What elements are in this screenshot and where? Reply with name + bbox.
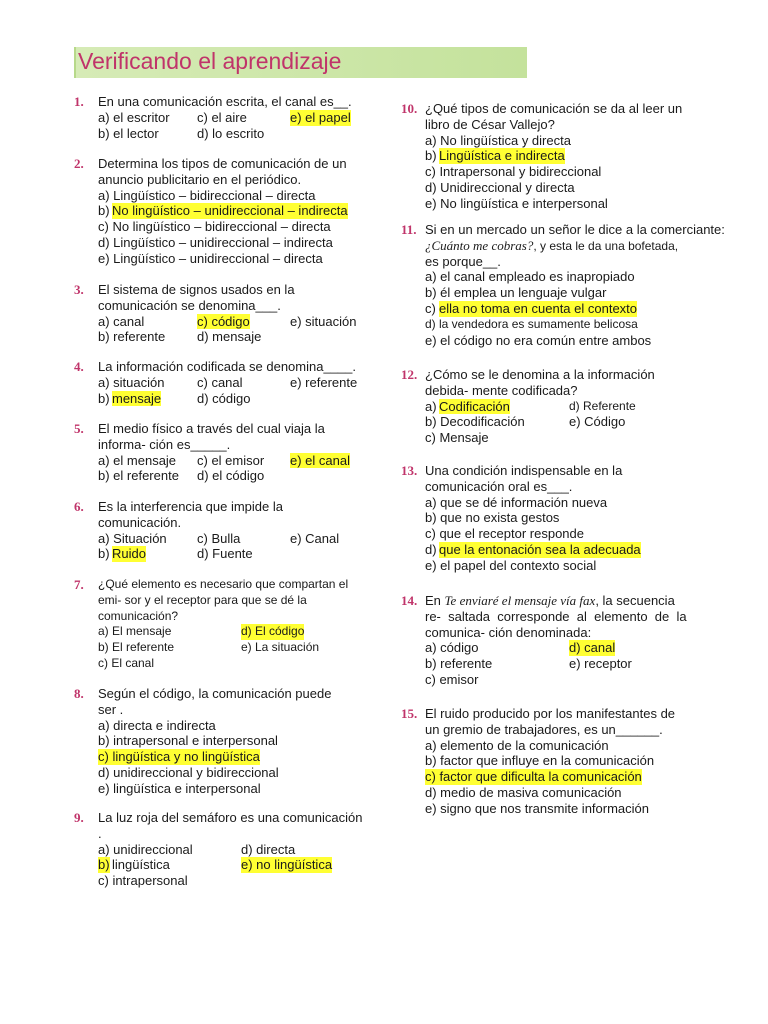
option-c-answer[interactable]: c) factor que dificulta la comunicación <box>425 769 642 785</box>
option-e-answer[interactable]: e) el canal <box>290 452 350 468</box>
option-c[interactable]: c) el emisor <box>197 452 265 468</box>
question-stem: En Te enviaré el mensaje vía fax, la secuencia <box>425 593 675 608</box>
question-stem: Una condición indispensable en la <box>425 463 623 478</box>
question-stem: La luz roja del semáforo es una comunicación <box>98 810 363 825</box>
option-d-answer[interactable]: que la entonación sea la adecuada <box>439 541 641 557</box>
option-e[interactable]: e) lingüística e interpersonal <box>98 780 261 796</box>
option-b[interactable]: b) el lector <box>98 125 159 141</box>
question-stem-cont: comunicación se denomina___. <box>98 297 281 313</box>
question-stem: Según el código, la comunicación puede <box>98 686 332 701</box>
question-number: 5. <box>74 421 84 436</box>
option-a[interactable]: a) el escritor <box>98 109 170 125</box>
option-c-answer[interactable]: ella no toma en cuenta el contexto <box>439 300 638 316</box>
option-e[interactable]: e) situación <box>290 313 357 329</box>
option-a[interactable]: a) unidireccional <box>98 841 193 857</box>
question-stem-cont: anuncio publicitario en el periódico. <box>98 171 302 187</box>
option-b[interactable]: b) Decodificación <box>425 414 525 430</box>
option-c[interactable]: c) Mensaje <box>425 430 489 446</box>
question-2 <box>74 156 384 267</box>
option-b-label[interactable]: b) <box>425 148 437 164</box>
option-b[interactable]: b) el referente <box>98 468 179 484</box>
question-stem-cont: comunicación oral es___. <box>425 478 573 494</box>
question-stem: El sistema de signos usados en la <box>98 282 295 297</box>
page-title: Verificando el aprendizaje <box>78 48 342 74</box>
option-d[interactable]: d) Referente <box>569 398 636 413</box>
question-stem: Es la interferencia que impide la <box>98 499 283 514</box>
option-d-label[interactable]: d) <box>425 541 437 557</box>
question-number: 10. <box>401 101 418 116</box>
option-c[interactable]: c) Intrapersonal y bidireccional <box>425 164 602 180</box>
option-c[interactable]: c) que el receptor responde <box>425 526 584 542</box>
question-14 <box>401 593 746 688</box>
question-11 <box>401 222 761 348</box>
option-a-answer[interactable]: Codificación <box>439 398 510 414</box>
option-e-answer[interactable]: e) el papel <box>290 109 351 125</box>
question-5 <box>74 421 384 484</box>
option-b-answer[interactable]: mensaje <box>112 390 162 406</box>
option-a-label[interactable]: a) <box>425 398 437 414</box>
question-stem-cont: comunicación. <box>98 514 182 530</box>
question-15 <box>401 706 746 817</box>
question-stem-cont: comunicación? <box>98 608 179 623</box>
question-4 <box>74 359 384 406</box>
question-number: 3. <box>74 282 84 297</box>
option-b-answer[interactable]: Lingüística e indirecta <box>439 148 565 164</box>
question-stem-cont: re- saltada corresponde al elemento de la <box>425 608 687 624</box>
option-d[interactable]: d) lo escrito <box>197 125 265 141</box>
question-number: 7. <box>74 577 84 592</box>
question-stem-cont: un gremio de trabajadores, es un______. <box>425 721 663 737</box>
question-stem: Determina los tipos de comunicación de un <box>98 156 347 171</box>
question-9 <box>74 810 384 889</box>
option-b-answer[interactable]: No lingüístico – unidireccional – indirecta <box>112 203 348 219</box>
option-c[interactable]: c) canal <box>197 374 243 390</box>
option-a[interactable]: a) situación <box>98 374 165 390</box>
option-a[interactable]: a) Situación <box>98 530 167 546</box>
option-d[interactable]: d) medio de masiva comunicación <box>425 784 622 800</box>
option-e-answer[interactable]: e) no lingüística <box>241 857 333 873</box>
option-c[interactable]: c) intrapersonal <box>98 873 188 889</box>
question-stem-cont: libro de César Vallejo? <box>425 116 555 132</box>
question-stem: En una comunicación escrita, el canal es__. <box>98 94 352 109</box>
option-c[interactable]: c) Bulla <box>197 530 241 546</box>
question-stem-cont: comunica- ción denominada: <box>425 624 592 640</box>
option-e[interactable]: e) el papel del contexto social <box>425 557 597 573</box>
option-b[interactable]: b) que no exista gestos <box>425 510 560 526</box>
option-d[interactable]: d) la vendedora es sumamente belicosa <box>425 316 638 331</box>
option-d[interactable]: d) el código <box>197 468 265 484</box>
option-b[interactable]: b) intrapersonal e interpersonal <box>98 733 278 749</box>
question-number: 13. <box>401 463 418 478</box>
question-number: 15. <box>401 706 418 721</box>
question-stem: El ruido producido por los manifestantes de <box>425 706 676 721</box>
option-b-answer[interactable]: Ruido <box>112 546 146 562</box>
question-number: 9. <box>74 810 84 825</box>
question-number: 11. <box>401 222 417 237</box>
question-stem: El medio físico a través del cual viaja la <box>98 421 325 436</box>
option-b[interactable]: b) referente <box>425 656 493 672</box>
quoted-phrase: ¿Cuánto me cobras? <box>425 237 534 253</box>
option-b[interactable]: b) factor que influye en la comunicación <box>425 753 655 769</box>
option-c[interactable]: c) emisor <box>425 671 479 687</box>
question-stem-cont: ser . <box>98 701 124 717</box>
option-d-answer[interactable]: d) canal <box>569 640 616 656</box>
question-stem-cont: debida- mente codificada? <box>425 382 578 398</box>
quoted-phrase: Te enviaré el mensaje vía fax <box>444 593 596 608</box>
option-d[interactable]: d) Unidireccional y directa <box>425 179 575 195</box>
option-e[interactable]: e) receptor <box>569 656 632 672</box>
option-a[interactable]: a) el mensaje <box>98 452 177 468</box>
question-stem: Si en un mercado un señor le dice a la comerciante: <box>425 222 725 237</box>
option-a[interactable]: a) que se dé información nueva <box>425 494 608 510</box>
question-stem-cont: emi- sor y el receptor para que se dé la <box>98 592 307 607</box>
question-stem-cont: ¿Cuánto me cobras?, y esta le da una bofetada, <box>425 237 679 253</box>
option-a[interactable]: a) El mensaje <box>98 624 172 639</box>
question-number: 8. <box>74 686 84 701</box>
option-d[interactable]: d) código <box>197 390 251 406</box>
option-d[interactable]: d) unidireccional y bidireccional <box>98 764 279 780</box>
title-banner <box>74 47 527 78</box>
option-a[interactable]: a) directa e indirecta <box>98 717 216 733</box>
option-b[interactable]: b) él emplea un lenguaje vulgar <box>425 285 607 301</box>
option-a[interactable]: a) No lingüística y directa <box>425 132 571 148</box>
option-a[interactable]: a) código <box>425 640 479 656</box>
option-e[interactable]: e) el código no era común entre ambos <box>425 332 652 348</box>
option-a[interactable]: a) canal <box>98 313 145 329</box>
option-a[interactable]: a) elemento de la comunicación <box>425 737 609 753</box>
option-d[interactable]: d) directa <box>241 841 296 857</box>
option-c-label[interactable]: c) <box>425 300 436 316</box>
option-b-label[interactable]: b) <box>98 390 110 406</box>
option-e[interactable]: e) La situación <box>241 640 320 655</box>
option-a[interactable]: a) el canal empleado es inapropiado <box>425 269 635 285</box>
question-1 <box>74 94 384 141</box>
question-stem: ¿Cómo se le denomina a la información <box>425 367 655 382</box>
option-e[interactable]: e) referente <box>290 374 358 390</box>
option-e[interactable]: e) Código <box>569 414 626 430</box>
option-b[interactable]: b) referente <box>98 329 166 345</box>
option-e[interactable]: e) No lingüística e interpersonal <box>425 195 608 211</box>
question-stem: La información codificada se denomina____. <box>98 359 357 374</box>
option-c-answer[interactable]: c) código <box>197 313 250 329</box>
option-d[interactable]: d) mensaje <box>197 329 262 345</box>
option-b[interactable]: lingüística <box>112 857 170 873</box>
question-number: 4. <box>74 359 84 374</box>
question-number: 14. <box>401 593 418 608</box>
option-c[interactable]: c) No lingüístico – bidireccional – directa <box>98 219 331 235</box>
option-c-answer[interactable]: c) lingüística y no lingüística <box>98 749 260 765</box>
option-d[interactable]: d) Fuente <box>197 546 253 562</box>
option-c[interactable]: c) el aire <box>197 109 247 125</box>
question-number: 6. <box>74 499 84 514</box>
question-8 <box>74 686 384 797</box>
option-b-label[interactable]: b) <box>98 857 110 873</box>
question-stem-cont: . <box>98 825 102 841</box>
option-e[interactable]: e) Canal <box>290 530 340 546</box>
question-10 <box>401 101 746 212</box>
option-e[interactable]: e) Lingüístico – unidireccional – directa <box>98 250 323 266</box>
option-b[interactable]: b) El referente <box>98 640 175 655</box>
question-number: 12. <box>401 367 418 382</box>
question-12 <box>401 367 746 446</box>
option-a[interactable]: a) Lingüístico – bidireccional – directa <box>98 187 316 203</box>
question-6 <box>74 499 384 562</box>
option-b-label[interactable]: b) <box>98 546 110 562</box>
question-number: 1. <box>74 94 84 109</box>
question-stem: ¿Qué elemento es necesario que compartan el <box>98 577 349 591</box>
question-13 <box>401 463 746 574</box>
option-e[interactable]: e) signo que nos transmite información <box>425 800 650 816</box>
question-stem-cont: es porque__. <box>425 253 501 269</box>
question-number: 2. <box>74 156 84 171</box>
question-stem-cont: informa- ción es_____. <box>98 436 231 452</box>
question-3 <box>74 282 384 345</box>
question-7 <box>74 577 384 672</box>
option-d[interactable]: d) Lingüístico – unidireccional – indirecta <box>98 234 333 250</box>
option-b-label[interactable]: b) <box>98 203 110 219</box>
option-d-answer[interactable]: d) El código <box>241 624 305 639</box>
option-c[interactable]: c) El canal <box>98 655 155 670</box>
question-stem: ¿Qué tipos de comunicación se da al leer un <box>425 101 683 116</box>
